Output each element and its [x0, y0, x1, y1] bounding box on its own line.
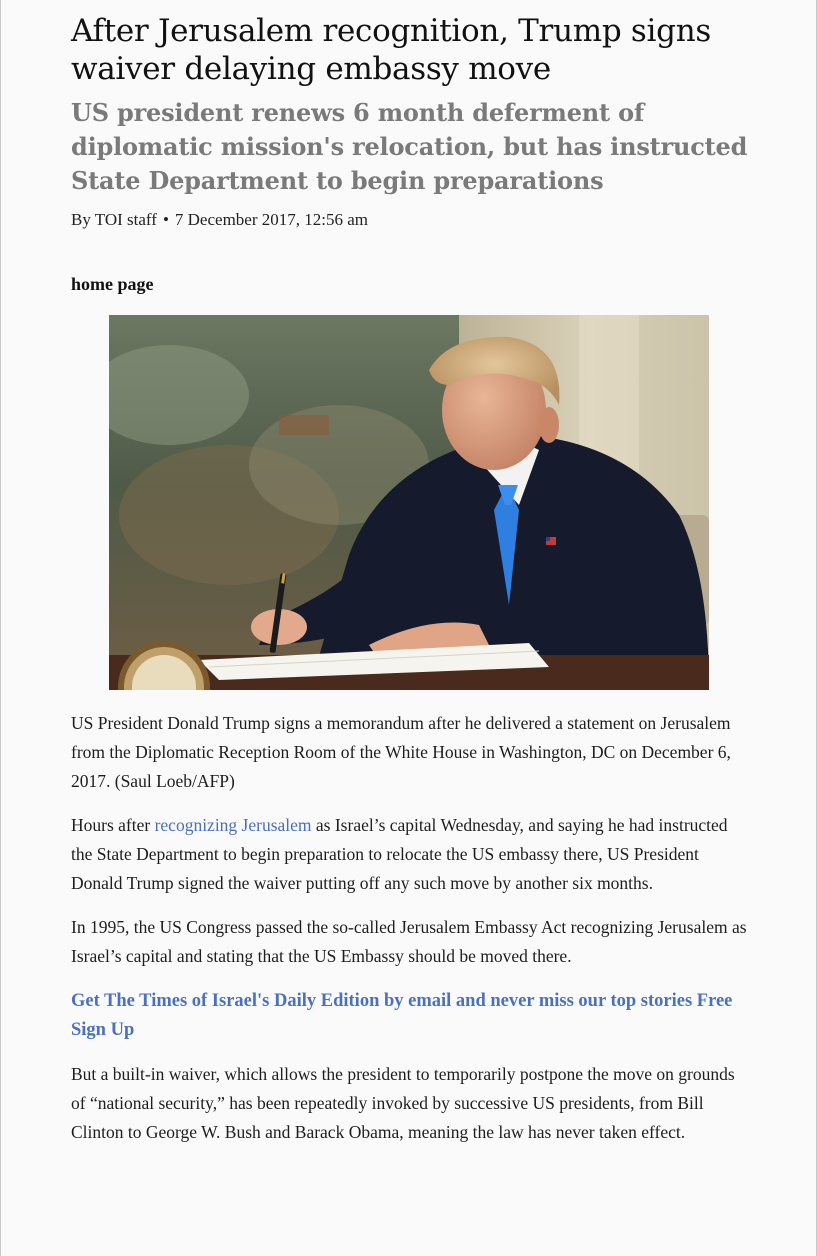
article-photo [109, 315, 709, 690]
section-label: home page [71, 274, 154, 294]
byline-date: 7 December 2017, 12:56 am [174, 210, 368, 229]
paragraph-3: But a built-in waiver, which allows the president to temporarily postpone the move on grounds of “national security,” has been repeatedly invoked by successive US presidents, from Bill Clinton to George W. Bush and Barack Obama, meaning the law has never taken effect. [71, 1064, 735, 1142]
headline: After Jerusalem recognition, Trump signs waiver delaying embassy move [71, 13, 711, 87]
newsletter-promo-link[interactable]: Get The Times of Israel's Daily Edition by email and never miss our top stories [71, 991, 693, 1011]
paragraph-1-after: as Israel’s capital Wednesday, and saying he had instructed the State Department to begin preparation to relocate the US embassy there, US President Donald Trump signed the waiver putting off any such move by another six months. [71, 815, 728, 893]
paragraph-1 [71, 811, 751, 898]
photo-caption: US President Donald Trump signs a memorandum after he delivered a statement on Jerusalem from the Diplomatic Reception Room of the White House in Washington, DC on December 6, 2017. (Saul Loeb/AFP) [71, 713, 731, 791]
recognizing-jerusalem-link[interactable]: recognizing Jerusalem [154, 815, 312, 835]
byline-author[interactable]: By TOI staff [71, 210, 157, 229]
byline-separator: • [162, 210, 169, 229]
paragraph-1-before: Hours after [71, 815, 155, 835]
byline [71, 209, 751, 231]
trump-signing-memorandum-photo [109, 315, 709, 690]
paragraph-2: In 1995, the US Congress passed the so-called Jerusalem Embassy Act recognizing Jerusalem as Israel’s capital and stating that the US Embassy should be moved there. [71, 917, 747, 966]
article [71, 0, 751, 1147]
free-sign-up-link[interactable]: Free Sign Up [71, 991, 733, 1040]
newsletter-promo [71, 987, 751, 1045]
subheadline: US president renews 6 month deferment of diplomatic mission's relocation, but has instructed State Department to begin preparations [71, 98, 748, 195]
